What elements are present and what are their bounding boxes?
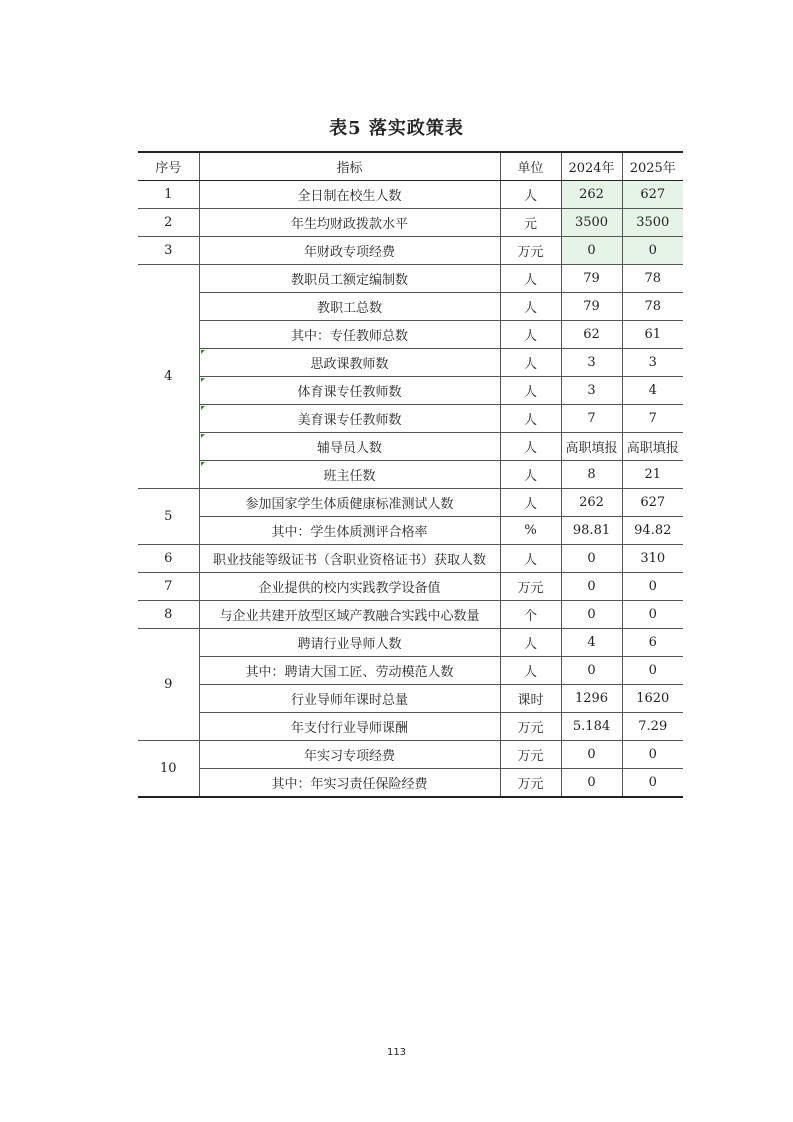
indicator-cell: 班主任数	[199, 461, 500, 489]
header-2024: 2024年	[561, 152, 622, 181]
value-2025-cell: 1620	[622, 685, 683, 713]
unit-cell: 人	[500, 489, 561, 517]
value-2024-cell: 0	[561, 741, 622, 769]
value-2024-cell: 79	[561, 293, 622, 321]
indicator-cell: 其中：聘请大国工匠、劳动模范人数	[199, 657, 500, 685]
unit-cell: 人	[500, 377, 561, 405]
unit-cell: 人	[500, 181, 561, 209]
value-2025-cell: 高职填报	[622, 433, 683, 461]
table-row	[138, 685, 683, 713]
value-2024-cell: 79	[561, 265, 622, 293]
unit-cell: 人	[500, 657, 561, 685]
table-row	[138, 769, 683, 798]
value-2024-cell: 8	[561, 461, 622, 489]
table-row	[138, 181, 683, 209]
value-2025-cell: 0	[622, 237, 683, 265]
header-2025: 2025年	[622, 152, 683, 181]
value-2025-cell: 4	[622, 377, 683, 405]
table-row	[138, 433, 683, 461]
indicator-cell: 年生均财政拨款水平	[199, 209, 500, 237]
table-row	[138, 545, 683, 573]
value-2025-cell: 3500	[622, 209, 683, 237]
value-2024-cell: 98.81	[561, 517, 622, 545]
value-2024-cell: 262	[561, 489, 622, 517]
indicator-cell: 辅导员人数	[199, 433, 500, 461]
indicator-cell: 美育课专任教师数	[199, 405, 500, 433]
indicator-cell: 全日制在校生人数	[199, 181, 500, 209]
table-row	[138, 517, 683, 545]
value-2024-cell: 4	[561, 629, 622, 657]
value-2024-cell: 0	[561, 237, 622, 265]
value-2025-cell: 7	[622, 405, 683, 433]
table-row	[138, 237, 683, 265]
value-2025-cell: 7.29	[622, 713, 683, 741]
unit-cell: 人	[500, 461, 561, 489]
value-2025-cell: 627	[622, 181, 683, 209]
unit-cell: 人	[500, 349, 561, 377]
unit-cell: 人	[500, 321, 561, 349]
value-2025-cell: 0	[622, 601, 683, 629]
indicator-cell: 教职工总数	[199, 293, 500, 321]
value-2024-cell: 62	[561, 321, 622, 349]
unit-cell: 万元	[500, 769, 561, 798]
seq-cell: 10	[138, 741, 199, 798]
value-2025-cell: 94.82	[622, 517, 683, 545]
value-2024-cell: 0	[561, 573, 622, 601]
unit-cell: 元	[500, 209, 561, 237]
seq-cell: 4	[138, 265, 199, 489]
table-row	[138, 489, 683, 517]
seq-cell: 2	[138, 209, 199, 237]
unit-cell: 人	[500, 545, 561, 573]
seq-cell: 9	[138, 629, 199, 741]
unit-cell: 人	[500, 405, 561, 433]
table-row	[138, 321, 683, 349]
value-2024-cell: 0	[561, 545, 622, 573]
table-row	[138, 629, 683, 657]
value-2024-cell: 1296	[561, 685, 622, 713]
value-2025-cell: 21	[622, 461, 683, 489]
header-seq: 序号	[138, 152, 199, 181]
indicator-cell: 职业技能等级证书（含职业资格证书）获取人数	[199, 545, 500, 573]
unit-cell: 万元	[500, 573, 561, 601]
unit-cell: 人	[500, 433, 561, 461]
unit-cell: 人	[500, 293, 561, 321]
table-row	[138, 293, 683, 321]
indicator-cell: 其中：年实习责任保险经费	[199, 769, 500, 798]
value-2025-cell: 627	[622, 489, 683, 517]
seq-cell: 8	[138, 601, 199, 629]
indicator-cell: 年支付行业导师课酬	[199, 713, 500, 741]
value-2025-cell: 61	[622, 321, 683, 349]
value-2025-cell: 78	[622, 265, 683, 293]
table-header-row	[138, 152, 683, 181]
header-unit: 单位	[500, 152, 561, 181]
table-row	[138, 601, 683, 629]
indicator-cell: 年实习专项经费	[199, 741, 500, 769]
indicator-cell: 年财政专项经费	[199, 237, 500, 265]
indicator-cell: 其中：专任教师总数	[199, 321, 500, 349]
value-2025-cell: 3	[622, 349, 683, 377]
indicator-cell: 体育课专任教师数	[199, 377, 500, 405]
table-row	[138, 713, 683, 741]
seq-cell: 1	[138, 181, 199, 209]
value-2024-cell: 0	[561, 769, 622, 798]
indicator-cell: 思政课教师数	[199, 349, 500, 377]
unit-cell: 个	[500, 601, 561, 629]
value-2024-cell: 高职填报	[561, 433, 622, 461]
value-2024-cell: 3	[561, 377, 622, 405]
indicator-cell: 行业导师年课时总量	[199, 685, 500, 713]
table-row	[138, 265, 683, 293]
value-2025-cell: 0	[622, 769, 683, 798]
table-row	[138, 573, 683, 601]
table-row	[138, 657, 683, 685]
value-2025-cell: 0	[622, 741, 683, 769]
unit-cell: 人	[500, 265, 561, 293]
seq-cell: 7	[138, 573, 199, 601]
indicator-cell: 企业提供的校内实践教学设备值	[199, 573, 500, 601]
unit-cell: 人	[500, 629, 561, 657]
value-2024-cell: 7	[561, 405, 622, 433]
table-row	[138, 349, 683, 377]
value-2024-cell: 0	[561, 601, 622, 629]
table-row	[138, 377, 683, 405]
seq-cell: 5	[138, 489, 199, 545]
indicator-cell: 教职员工额定编制数	[199, 265, 500, 293]
table-row	[138, 461, 683, 489]
indicator-cell: 参加国家学生体质健康标准测试人数	[199, 489, 500, 517]
value-2025-cell: 0	[622, 573, 683, 601]
value-2024-cell: 3	[561, 349, 622, 377]
seq-cell: 6	[138, 545, 199, 573]
table-row	[138, 209, 683, 237]
table-row	[138, 741, 683, 769]
table-title: 表5 落实政策表	[329, 118, 464, 139]
page-number: 113	[386, 1047, 407, 1058]
value-2024-cell: 3500	[561, 209, 622, 237]
policy-table	[138, 151, 683, 798]
indicator-cell: 与企业共建开放型区域产教融合实践中心数量	[199, 601, 500, 629]
value-2025-cell: 310	[622, 545, 683, 573]
header-indicator: 指标	[199, 152, 500, 181]
value-2024-cell: 5.184	[561, 713, 622, 741]
unit-cell: 课时	[500, 685, 561, 713]
value-2024-cell: 262	[561, 181, 622, 209]
unit-cell: 万元	[500, 237, 561, 265]
value-2024-cell: 0	[561, 657, 622, 685]
unit-cell: %	[500, 517, 561, 545]
value-2025-cell: 0	[622, 657, 683, 685]
indicator-cell: 其中：学生体质测评合格率	[199, 517, 500, 545]
indicator-cell: 聘请行业导师人数	[199, 629, 500, 657]
unit-cell: 万元	[500, 741, 561, 769]
seq-cell: 3	[138, 237, 199, 265]
value-2025-cell: 6	[622, 629, 683, 657]
table-row	[138, 405, 683, 433]
value-2025-cell: 78	[622, 293, 683, 321]
unit-cell: 万元	[500, 713, 561, 741]
